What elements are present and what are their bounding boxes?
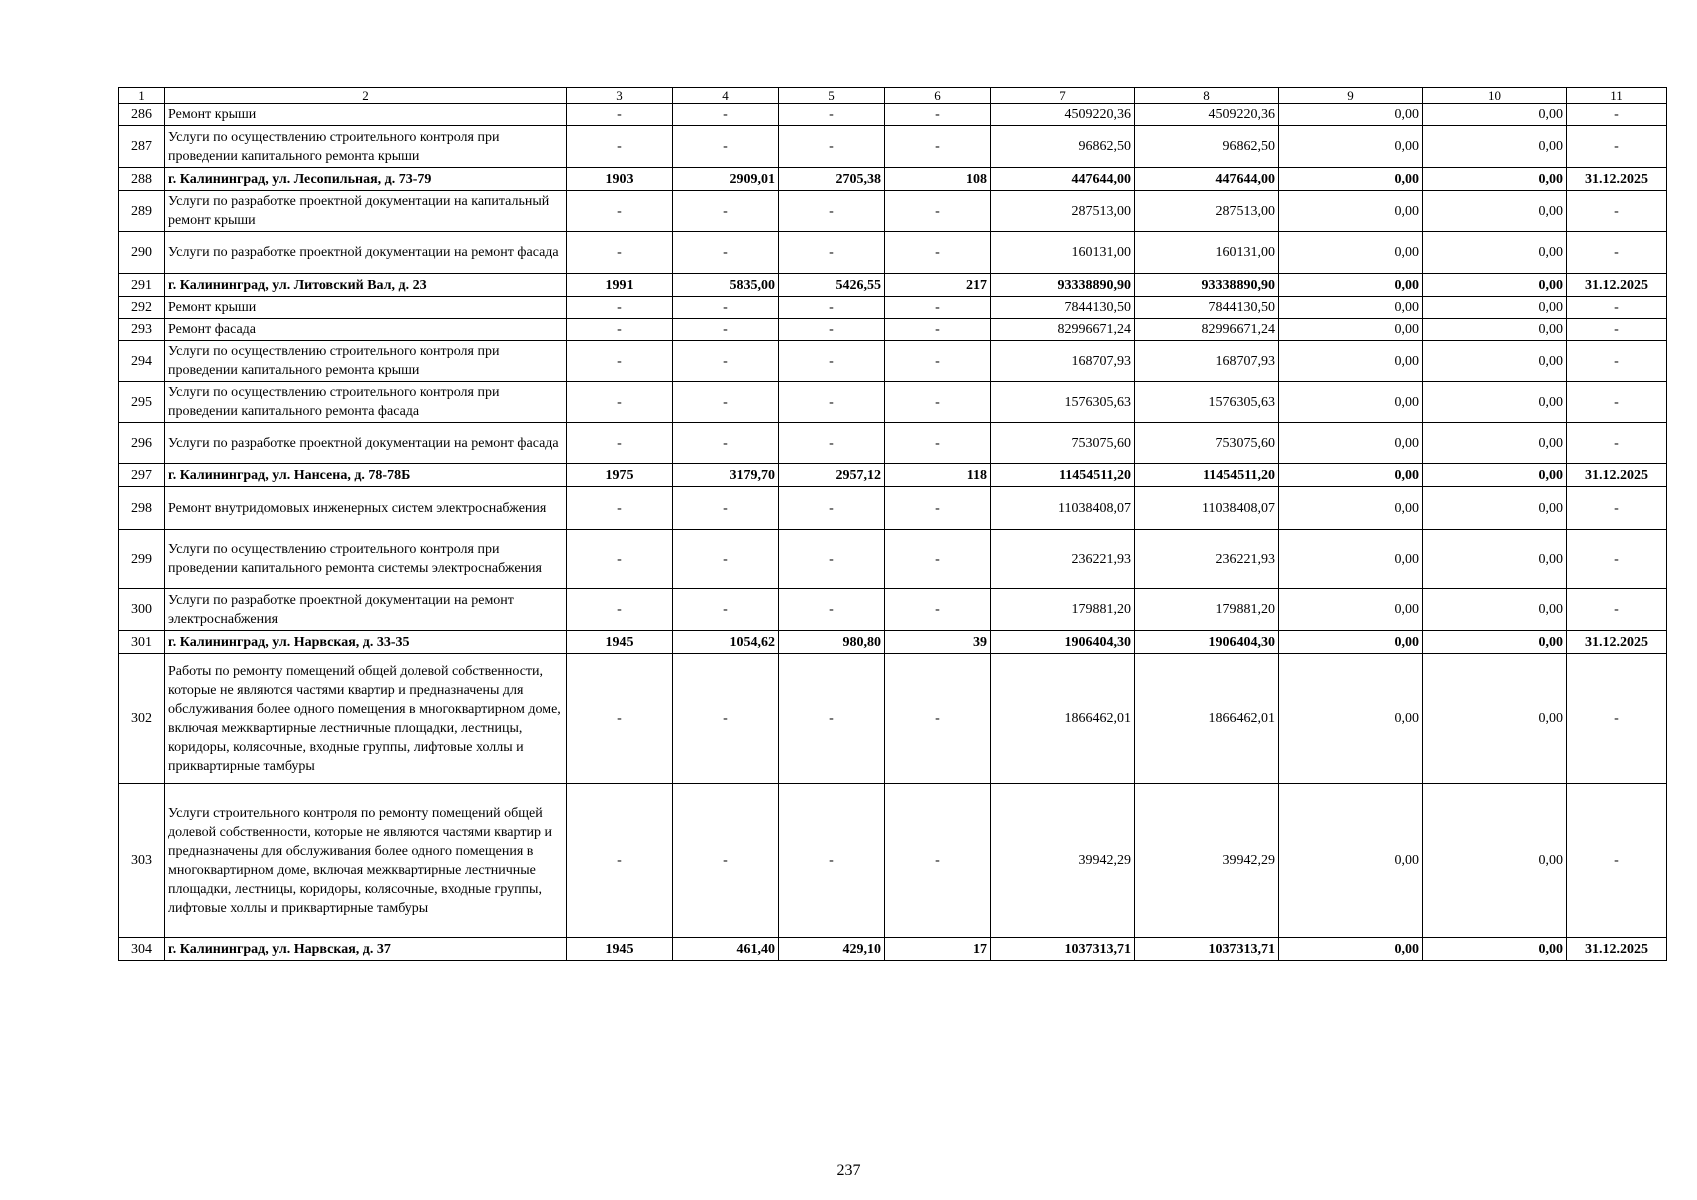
row-name: Услуги по осуществлению строительного контроля при проведении капитального ремонта крыши	[165, 126, 567, 168]
row-number: 303	[119, 784, 165, 938]
cell-col-7: 287513,00	[991, 191, 1135, 232]
cell-col-4: -	[673, 784, 779, 938]
cell-col-3: 1903	[567, 168, 673, 191]
cell-col-11: -	[1567, 319, 1667, 341]
cell-col-6: 17	[885, 938, 991, 961]
cell-col-10: 0,00	[1423, 938, 1567, 961]
row-name: г. Калининград, ул. Литовский Вал, д. 23	[165, 274, 567, 297]
cell-col-11: -	[1567, 784, 1667, 938]
cell-col-10: 0,00	[1423, 654, 1567, 784]
cell-col-8: 753075,60	[1135, 423, 1279, 464]
cell-col-9: 0,00	[1279, 232, 1423, 274]
cell-col-10: 0,00	[1423, 168, 1567, 191]
cell-col-11: -	[1567, 423, 1667, 464]
cell-col-5: 2957,12	[779, 464, 885, 487]
cell-col-11: -	[1567, 530, 1667, 589]
header-col-2: 2	[165, 88, 567, 104]
row-number: 292	[119, 297, 165, 319]
cell-col-7: 168707,93	[991, 341, 1135, 382]
cell-col-6: -	[885, 530, 991, 589]
cell-col-7: 39942,29	[991, 784, 1135, 938]
cell-col-4: -	[673, 487, 779, 530]
cell-col-4: -	[673, 589, 779, 631]
cell-col-10: 0,00	[1423, 191, 1567, 232]
cell-col-4: -	[673, 530, 779, 589]
row-name: г. Калининград, ул. Нарвская, д. 37	[165, 938, 567, 961]
cell-col-6: 39	[885, 631, 991, 654]
table-row	[119, 297, 1667, 319]
row-number: 297	[119, 464, 165, 487]
row-name: Услуги по осуществлению строительного контроля при проведении капитального ремонта крыши	[165, 341, 567, 382]
cell-col-5: -	[779, 589, 885, 631]
cell-col-3: -	[567, 104, 673, 126]
cell-col-10: 0,00	[1423, 423, 1567, 464]
cell-col-7: 753075,60	[991, 423, 1135, 464]
cell-col-4: -	[673, 423, 779, 464]
cell-col-5: -	[779, 126, 885, 168]
cell-col-5: -	[779, 382, 885, 423]
cell-col-8: 447644,00	[1135, 168, 1279, 191]
cell-col-4: -	[673, 319, 779, 341]
table-row	[119, 654, 1667, 784]
cell-col-6: -	[885, 297, 991, 319]
cell-col-9: 0,00	[1279, 487, 1423, 530]
cell-col-6: -	[885, 104, 991, 126]
row-number: 302	[119, 654, 165, 784]
cell-col-8: 1906404,30	[1135, 631, 1279, 654]
cell-col-8: 179881,20	[1135, 589, 1279, 631]
cell-col-4: -	[673, 232, 779, 274]
row-number: 288	[119, 168, 165, 191]
cell-col-10: 0,00	[1423, 487, 1567, 530]
table-body	[119, 104, 1667, 961]
cell-col-8: 4509220,36	[1135, 104, 1279, 126]
cell-col-11: 31.12.2025	[1567, 274, 1667, 297]
cell-col-5: -	[779, 297, 885, 319]
cell-col-9: 0,00	[1279, 423, 1423, 464]
cell-col-8: 236221,93	[1135, 530, 1279, 589]
header-col-9: 9	[1279, 88, 1423, 104]
row-name: Работы по ремонту помещений общей долевой собственности, которые не являются частями квартир и предназначены для обслуживания более одного помещения в многоквартирном доме, включая межквартирные лестничные площадки, лестницы, коридоры, колясочные, входные группы, лифтовые холлы и приквартирные тамбуры	[165, 654, 567, 784]
cell-col-6: -	[885, 319, 991, 341]
cell-col-3: -	[567, 423, 673, 464]
row-name: г. Калининград, ул. Нарвская, д. 33-35	[165, 631, 567, 654]
cell-col-5: -	[779, 341, 885, 382]
table-row	[119, 104, 1667, 126]
cell-col-7: 447644,00	[991, 168, 1135, 191]
works-table-container	[118, 87, 1666, 961]
row-number: 291	[119, 274, 165, 297]
cell-col-4: 2909,01	[673, 168, 779, 191]
cell-col-7: 1037313,71	[991, 938, 1135, 961]
cell-col-3: -	[567, 341, 673, 382]
row-name: Ремонт фасада	[165, 319, 567, 341]
cell-col-6: -	[885, 654, 991, 784]
cell-col-9: 0,00	[1279, 530, 1423, 589]
address-row	[119, 274, 1667, 297]
cell-col-6: -	[885, 423, 991, 464]
cell-col-11: -	[1567, 126, 1667, 168]
row-number: 286	[119, 104, 165, 126]
cell-col-7: 1906404,30	[991, 631, 1135, 654]
cell-col-7: 179881,20	[991, 589, 1135, 631]
works-table	[118, 87, 1667, 961]
table-row	[119, 126, 1667, 168]
cell-col-11: -	[1567, 654, 1667, 784]
cell-col-10: 0,00	[1423, 104, 1567, 126]
cell-col-8: 7844130,50	[1135, 297, 1279, 319]
header-row	[119, 88, 1667, 104]
cell-col-9: 0,00	[1279, 274, 1423, 297]
table-row	[119, 232, 1667, 274]
row-name: Услуги по разработке проектной документации на ремонт электроснабжения	[165, 589, 567, 631]
cell-col-10: 0,00	[1423, 319, 1567, 341]
cell-col-8: 1576305,63	[1135, 382, 1279, 423]
cell-col-9: 0,00	[1279, 464, 1423, 487]
row-name: г. Калининград, ул. Нансена, д. 78-78Б	[165, 464, 567, 487]
cell-col-4: 5835,00	[673, 274, 779, 297]
row-number: 298	[119, 487, 165, 530]
header-col-3: 3	[567, 88, 673, 104]
cell-col-10: 0,00	[1423, 530, 1567, 589]
cell-col-10: 0,00	[1423, 382, 1567, 423]
cell-col-11: 31.12.2025	[1567, 464, 1667, 487]
cell-col-9: 0,00	[1279, 631, 1423, 654]
cell-col-8: 160131,00	[1135, 232, 1279, 274]
cell-col-5: -	[779, 530, 885, 589]
cell-col-9: 0,00	[1279, 382, 1423, 423]
cell-col-8: 93338890,90	[1135, 274, 1279, 297]
cell-col-8: 287513,00	[1135, 191, 1279, 232]
header-col-6: 6	[885, 88, 991, 104]
row-number: 294	[119, 341, 165, 382]
cell-col-9: 0,00	[1279, 297, 1423, 319]
cell-col-5: -	[779, 104, 885, 126]
cell-col-6: -	[885, 341, 991, 382]
cell-col-11: -	[1567, 104, 1667, 126]
row-number: 289	[119, 191, 165, 232]
header-col-7: 7	[991, 88, 1135, 104]
cell-col-7: 11454511,20	[991, 464, 1135, 487]
cell-col-3: 1975	[567, 464, 673, 487]
cell-col-5: -	[779, 319, 885, 341]
cell-col-6: -	[885, 191, 991, 232]
cell-col-8: 39942,29	[1135, 784, 1279, 938]
cell-col-11: 31.12.2025	[1567, 168, 1667, 191]
row-number: 295	[119, 382, 165, 423]
cell-col-3: -	[567, 232, 673, 274]
cell-col-5: 2705,38	[779, 168, 885, 191]
cell-col-11: -	[1567, 232, 1667, 274]
header-col-1: 1	[119, 88, 165, 104]
row-number: 296	[119, 423, 165, 464]
address-row	[119, 938, 1667, 961]
row-name: Ремонт крыши	[165, 297, 567, 319]
cell-col-9: 0,00	[1279, 589, 1423, 631]
header-col-11: 11	[1567, 88, 1667, 104]
cell-col-7: 160131,00	[991, 232, 1135, 274]
table-row	[119, 423, 1667, 464]
row-number: 293	[119, 319, 165, 341]
row-name: Услуги по разработке проектной документации на капитальный ремонт крыши	[165, 191, 567, 232]
cell-col-4: 3179,70	[673, 464, 779, 487]
cell-col-8: 82996671,24	[1135, 319, 1279, 341]
table-row	[119, 341, 1667, 382]
cell-col-7: 82996671,24	[991, 319, 1135, 341]
header-col-8: 8	[1135, 88, 1279, 104]
cell-col-11: -	[1567, 191, 1667, 232]
cell-col-6: -	[885, 487, 991, 530]
cell-col-3: -	[567, 654, 673, 784]
cell-col-8: 11454511,20	[1135, 464, 1279, 487]
cell-col-7: 1576305,63	[991, 382, 1135, 423]
table-row	[119, 784, 1667, 938]
cell-col-5: 5426,55	[779, 274, 885, 297]
cell-col-5: -	[779, 784, 885, 938]
cell-col-4: -	[673, 654, 779, 784]
cell-col-3: -	[567, 589, 673, 631]
row-name: г. Калининград, ул. Лесопильная, д. 73-79	[165, 168, 567, 191]
cell-col-8: 1866462,01	[1135, 654, 1279, 784]
row-name: Услуги строительного контроля по ремонту помещений общей долевой собственности, которые не являются частями квартир и предназначены для обслуживания более одного помещения в многоквартирном доме, включая межквартирные лестничные площадки, лестницы, коридоры, колясочные, входные группы, лифтовые холлы и приквартирные тамбуры	[165, 784, 567, 938]
header-col-4: 4	[673, 88, 779, 104]
cell-col-11: 31.12.2025	[1567, 938, 1667, 961]
cell-col-4: -	[673, 382, 779, 423]
table-row	[119, 191, 1667, 232]
cell-col-8: 96862,50	[1135, 126, 1279, 168]
cell-col-9: 0,00	[1279, 938, 1423, 961]
cell-col-7: 96862,50	[991, 126, 1135, 168]
cell-col-6: -	[885, 784, 991, 938]
row-number: 287	[119, 126, 165, 168]
cell-col-5: -	[779, 191, 885, 232]
cell-col-8: 1037313,71	[1135, 938, 1279, 961]
cell-col-3: 1991	[567, 274, 673, 297]
cell-col-4: 461,40	[673, 938, 779, 961]
cell-col-3: 1945	[567, 631, 673, 654]
cell-col-4: -	[673, 126, 779, 168]
cell-col-10: 0,00	[1423, 232, 1567, 274]
address-row	[119, 464, 1667, 487]
cell-col-9: 0,00	[1279, 319, 1423, 341]
cell-col-5: -	[779, 654, 885, 784]
cell-col-10: 0,00	[1423, 341, 1567, 382]
row-number: 304	[119, 938, 165, 961]
row-number: 290	[119, 232, 165, 274]
cell-col-11: -	[1567, 487, 1667, 530]
cell-col-5: -	[779, 423, 885, 464]
row-number: 301	[119, 631, 165, 654]
cell-col-10: 0,00	[1423, 464, 1567, 487]
cell-col-10: 0,00	[1423, 589, 1567, 631]
cell-col-5: 429,10	[779, 938, 885, 961]
header-col-10: 10	[1423, 88, 1567, 104]
cell-col-4: -	[673, 297, 779, 319]
cell-col-10: 0,00	[1423, 631, 1567, 654]
cell-col-11: -	[1567, 382, 1667, 423]
cell-col-6: -	[885, 589, 991, 631]
cell-col-6: 118	[885, 464, 991, 487]
cell-col-3: -	[567, 382, 673, 423]
cell-col-9: 0,00	[1279, 654, 1423, 784]
table-header	[119, 88, 1667, 104]
cell-col-3: -	[567, 530, 673, 589]
cell-col-4: -	[673, 191, 779, 232]
cell-col-5: -	[779, 487, 885, 530]
cell-col-4: -	[673, 341, 779, 382]
cell-col-10: 0,00	[1423, 784, 1567, 938]
cell-col-8: 168707,93	[1135, 341, 1279, 382]
page-number: 237	[836, 1162, 861, 1179]
cell-col-6: -	[885, 382, 991, 423]
row-name: Услуги по разработке проектной документации на ремонт фасада	[165, 232, 567, 274]
cell-col-7: 11038408,07	[991, 487, 1135, 530]
cell-col-10: 0,00	[1423, 274, 1567, 297]
row-name: Услуги по осуществлению строительного контроля при проведении капитального ремонта фасада	[165, 382, 567, 423]
cell-col-11: -	[1567, 297, 1667, 319]
cell-col-9: 0,00	[1279, 341, 1423, 382]
table-row	[119, 319, 1667, 341]
table-row	[119, 487, 1667, 530]
cell-col-11: 31.12.2025	[1567, 631, 1667, 654]
cell-col-6: -	[885, 232, 991, 274]
cell-col-6: -	[885, 126, 991, 168]
row-name: Ремонт внутридомовых инженерных систем электроснабжения	[165, 487, 567, 530]
cell-col-3: -	[567, 784, 673, 938]
address-row	[119, 631, 1667, 654]
cell-col-5: 980,80	[779, 631, 885, 654]
cell-col-3: -	[567, 297, 673, 319]
cell-col-7: 236221,93	[991, 530, 1135, 589]
cell-col-10: 0,00	[1423, 297, 1567, 319]
cell-col-7: 1866462,01	[991, 654, 1135, 784]
cell-col-3: -	[567, 191, 673, 232]
cell-col-6: 217	[885, 274, 991, 297]
cell-col-10: 0,00	[1423, 126, 1567, 168]
cell-col-9: 0,00	[1279, 784, 1423, 938]
row-name: Ремонт крыши	[165, 104, 567, 126]
table-row	[119, 589, 1667, 631]
cell-col-7: 7844130,50	[991, 297, 1135, 319]
cell-col-4: -	[673, 104, 779, 126]
cell-col-9: 0,00	[1279, 191, 1423, 232]
cell-col-5: -	[779, 232, 885, 274]
cell-col-3: -	[567, 126, 673, 168]
row-number: 300	[119, 589, 165, 631]
cell-col-3: -	[567, 487, 673, 530]
cell-col-11: -	[1567, 341, 1667, 382]
cell-col-6: 108	[885, 168, 991, 191]
cell-col-9: 0,00	[1279, 168, 1423, 191]
header-col-5: 5	[779, 88, 885, 104]
cell-col-11: -	[1567, 589, 1667, 631]
cell-col-7: 93338890,90	[991, 274, 1135, 297]
address-row	[119, 168, 1667, 191]
cell-col-7: 4509220,36	[991, 104, 1135, 126]
row-name: Услуги по разработке проектной документации на ремонт фасада	[165, 423, 567, 464]
table-row	[119, 530, 1667, 589]
cell-col-9: 0,00	[1279, 104, 1423, 126]
cell-col-3: 1945	[567, 938, 673, 961]
row-name: Услуги по осуществлению строительного контроля при проведении капитального ремонта системы электроснабжения	[165, 530, 567, 589]
row-number: 299	[119, 530, 165, 589]
cell-col-8: 11038408,07	[1135, 487, 1279, 530]
cell-col-3: -	[567, 319, 673, 341]
cell-col-9: 0,00	[1279, 126, 1423, 168]
table-row	[119, 382, 1667, 423]
cell-col-4: 1054,62	[673, 631, 779, 654]
